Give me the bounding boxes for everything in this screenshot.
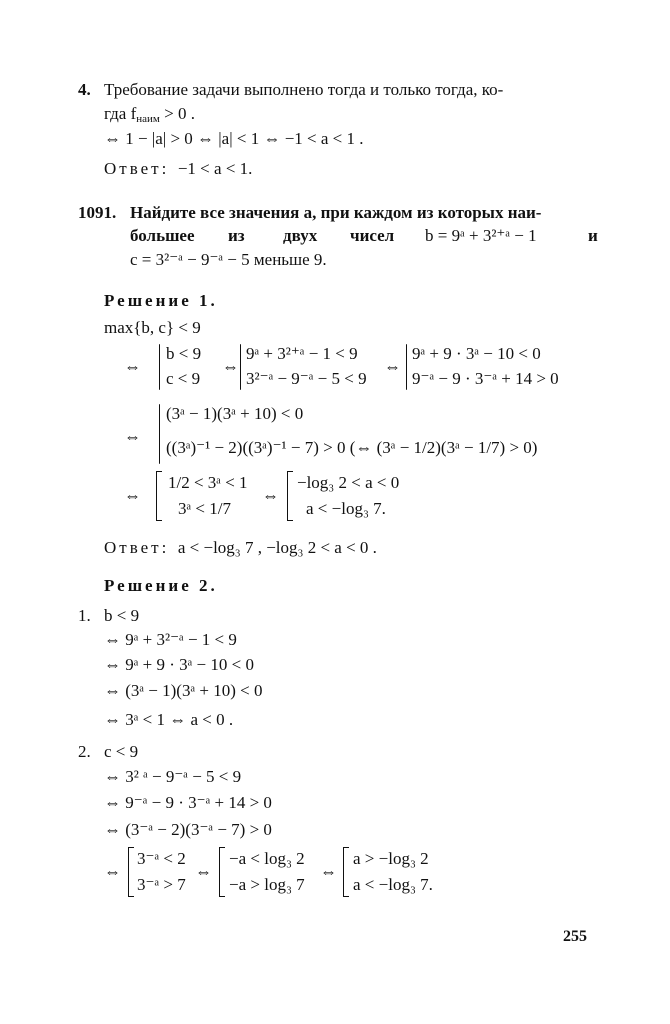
item-number: 2. [78,742,91,761]
system-row: 9ᵃ + 9 · 3ᵃ − 10 < 0 [412,344,541,363]
union-bracket [343,847,349,897]
problem-line2-word2: из [228,226,245,245]
problem-line2-word1: большее [130,226,195,245]
union-row: a < −log₃ 7. [353,875,433,894]
equiv-arrow-icon: ⇔ [195,862,212,881]
union-row: −a > log₃ 7 [229,875,305,894]
system-row: 9⁻ᵃ − 9 · 3⁻ᵃ + 14 > 0 [412,369,559,388]
item-number: 1. [78,606,91,625]
equiv-arrow-icon: ⇔ [124,427,141,446]
task4-answer: Ответ: −1 < a < 1. [104,159,253,178]
page-number: 255 [563,928,587,945]
equiv-arrow-icon: ⇔ [124,486,141,505]
step-line: ⇔ 9ᵃ + 9 · 3ᵃ − 10 < 0 [104,655,254,674]
system-row: 9ᵃ + 3²⁺ᵃ − 1 < 9 [246,344,358,363]
step-line: ⇔ 9ᵃ + 3²⁻ᵃ − 1 < 9 [104,630,237,649]
union-row: 3⁻ᵃ < 2 [137,849,186,868]
problem-line1: Найдите все значения a, при каждом из которых наи- [130,203,542,222]
step-line: ⇔ 3ᵃ < 1 ⇔ a < 0 . [104,710,234,729]
step-line: ⇔ 3² ᵃ − 9⁻ᵃ − 5 < 9 [104,767,242,786]
equiv-arrow-icon: ⇔ [262,486,279,505]
step-line: ⇔ (3⁻ᵃ − 2)(3⁻ᵃ − 7) > 0 [104,820,272,839]
problem-line2-word5: и [588,226,598,245]
union-row: −log₃ 2 < a < 0 [297,473,400,492]
system-brace [159,344,160,390]
problem-number: 1091. [78,203,117,222]
step-line: b < 9 [104,606,140,625]
solution1-max: max{b, c} < 9 [104,318,201,337]
task4-line1: Требование задачи выполнено тогда и только тогда, ко- [104,80,504,99]
problem-line2-word3: двух [283,226,318,245]
equiv-arrow-icon: ⇔ [124,357,141,376]
union-row: a < −log₃ 7. [306,499,386,518]
system-brace [240,344,241,390]
system-brace [406,344,407,390]
equiv-arrow-icon: ⇔ [104,862,121,881]
task4-line3: ⇔ 1 − |a| > 0 ⇔ |a| < 1 ⇔ −1 < a < 1 . [104,129,364,148]
equiv-arrow-icon: ⇔ [384,357,401,376]
problem-line3: c = 3²⁻ᵃ − 9⁻ᵃ − 5 меньше 9. [130,250,327,269]
system-row: ((3ᵃ)⁻¹ − 2)((3ᵃ)⁻¹ − 7) > 0 (⇔ (3ᵃ − 1/2)(3ᵃ − 1/7) > 0) [166,438,538,457]
union-row: −a < log₃ 2 [229,849,305,868]
system-row: 3²⁻ᵃ − 9⁻ᵃ − 5 < 9 [246,369,367,388]
system-row: (3ᵃ − 1)(3ᵃ + 10) < 0 [166,404,304,423]
union-row: a > −log₃ 2 [353,849,429,868]
union-bracket [219,847,225,897]
problem-line2-formula: b = 9ᵃ + 3²⁺ᵃ − 1 [425,226,537,245]
equiv-arrow-icon: ⇔ [320,862,337,881]
equiv-arrow-icon: ⇔ [222,357,239,376]
union-bracket [287,471,293,521]
task-number: 4. [78,80,91,99]
system-brace [159,404,160,464]
union-row: 1/2 < 3ᵃ < 1 [168,473,248,492]
step-line: c < 9 [104,742,139,761]
system-row: b < 9 [166,344,202,363]
solution1-answer: Ответ: a < −log₃ 7 , −log₃ 2 < a < 0 . [104,538,377,557]
problem-line2-word4: чисел [350,226,395,245]
union-row: 3ᵃ < 1/7 [178,499,231,518]
step-line: ⇔ (3ᵃ − 1)(3ᵃ + 10) < 0 [104,681,263,700]
union-row: 3⁻ᵃ > 7 [137,875,186,894]
step-line: ⇔ 9⁻ᵃ − 9 · 3⁻ᵃ + 14 > 0 [104,793,272,812]
task4-line2: гда $f_{наим} > 0$ . [104,104,195,125]
system-row: c < 9 [166,369,201,388]
solution2-title: Решение 2. [104,576,218,595]
union-bracket [128,847,134,897]
union-bracket [156,471,162,521]
solution1-title: Решение 1. [104,291,218,310]
